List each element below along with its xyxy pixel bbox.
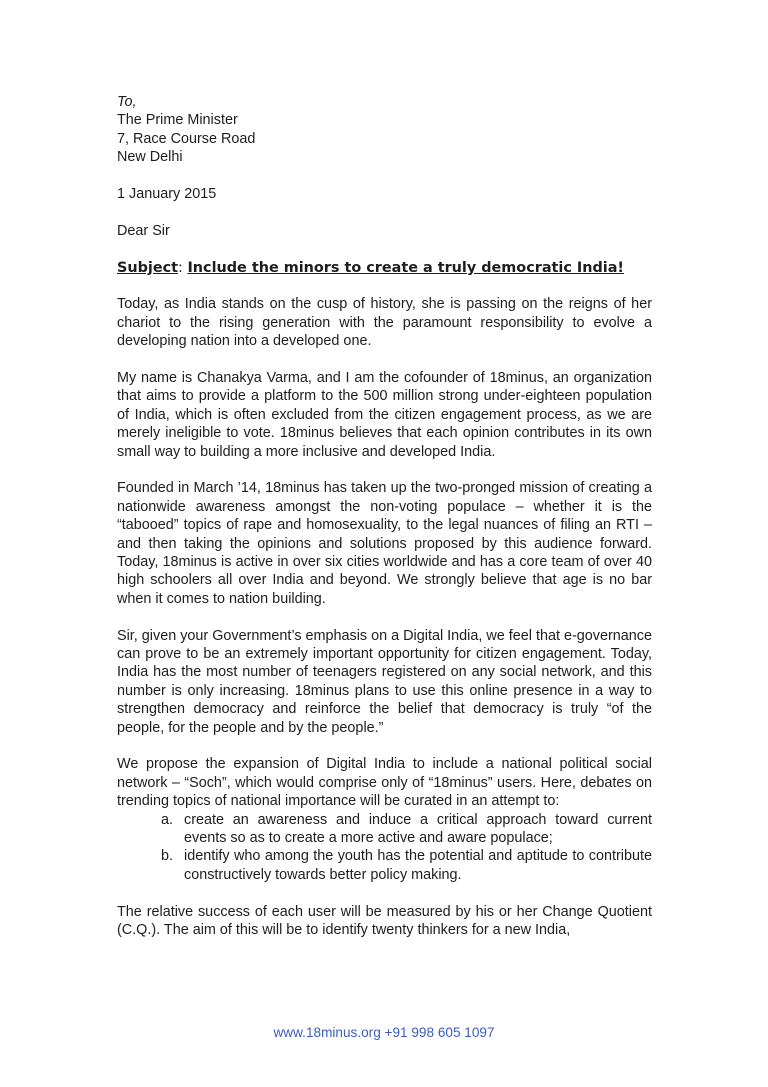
subject-text: Include the minors to create a truly democratic India!	[187, 259, 624, 276]
closing-paragraph: The relative success of each user will be measured by his or her Change Quotient (C.Q.). The aim of this will be to identify twenty thinkers for a new India,	[117, 903, 652, 939]
recipient-street: 7, Race Course Road	[117, 130, 256, 147]
list-item	[161, 847, 652, 884]
recipient-city: New Delhi	[117, 149, 183, 166]
paragraph-4: Sir, given your Government’s emphasis on a Digital India, we feel that e-governance can prove to be an extremely important opportunity for citizen engagement. Today, India has the most number of teenagers registered on any social network, and this number is only increasing. 18minus plans to use this online presence in a way to strengthen democracy and reinforce the belief that democracy is truly “of the people, for the people and by the people.”	[117, 627, 652, 736]
paragraph-1: Today, as India stands on the cusp of history, she is passing on the reigns of her chariot to the rising generation with the paramount responsibility to evolve a developing nation into a developed one.	[117, 296, 652, 350]
letter-body	[117, 93, 652, 958]
list-item-text: identify who among the youth has the potential and aptitude to contribute constructively towards better policy making.	[184, 848, 652, 883]
list-marker: b.	[161, 848, 174, 865]
letter-date: 1 January 2015	[117, 185, 217, 202]
list-item	[161, 811, 652, 848]
recipient-name: The Prime Minister	[117, 112, 238, 129]
paragraph-5: We propose the expansion of Digital India to include a national political social network – “Soch”, which would comprise only of “18minus” users. Here, debates on trending topics of national importance will be curated in an attempt to:	[117, 756, 652, 810]
list-marker: a.	[161, 811, 174, 828]
address-block	[117, 93, 652, 167]
list-item-text: create an awareness and induce a critical approach toward current events so as to create a more active and aware populace;	[184, 811, 652, 847]
subject-label: Subject	[117, 259, 179, 276]
footer-contact[interactable]: www.18minus.org +91 998 605 1097	[273, 1025, 495, 1040]
paragraph-2: My name is Chanakya Varma, and I am the cofounder of 18minus, an organization that aims to provide a platform to the 500 million strong under-eighteen population of India, which is often excluded from the citizen engagement process, as we are merely ineligible to vote. 18minus believes that each opinion contributes in its own small way to building a more inclusive and developed India.	[117, 369, 652, 460]
greeting: Dear Sir	[117, 222, 170, 239]
salutation-to: To,	[117, 94, 137, 110]
subject-line: Subject: Include the minors to create a truly democratic India!	[117, 259, 624, 276]
proposal-list	[117, 811, 652, 885]
paragraph-3: Founded in March ’14, 18minus has taken up the two-pronged mission of creating a nationwide awareness amongst the non-voting populace – whether it is the “tabooed” topics of rape and homosexuality, to the legal nuances of filing an RTI – and then taking the opinions and solutions proposed by this audience forward. Today, 18minus is active in over six cities worldwide and has a core team of over 40 high schoolers all over India and beyond. We strongly believe that age is no bar when it comes to nation building.	[117, 480, 652, 607]
